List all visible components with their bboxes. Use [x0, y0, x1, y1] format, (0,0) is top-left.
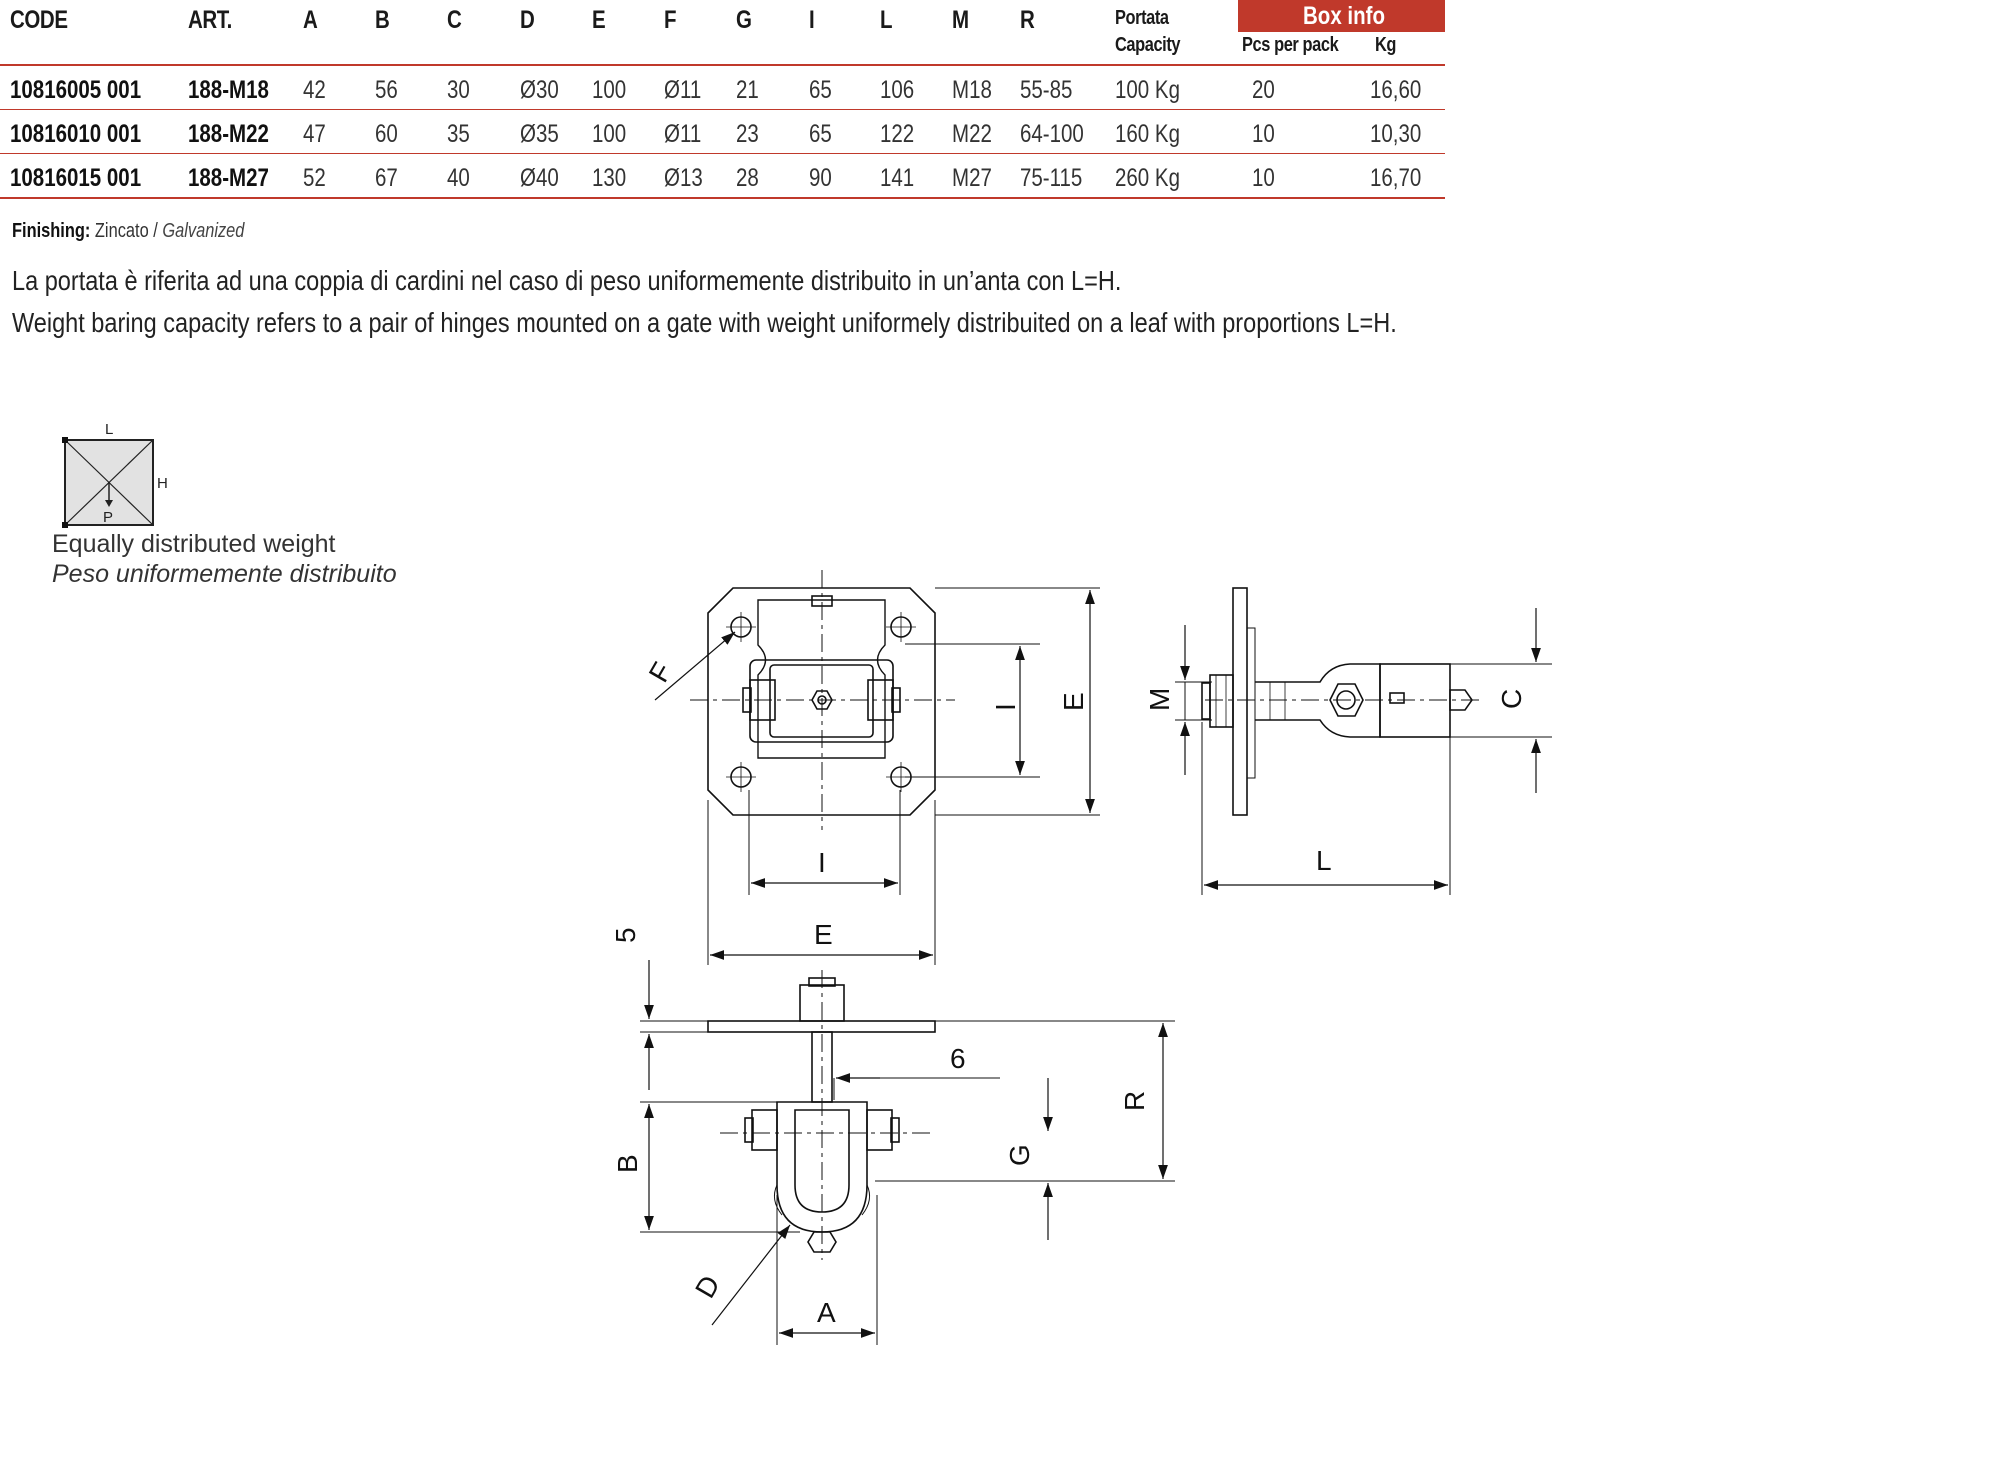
- cell-i: 90: [809, 164, 832, 192]
- dim-d-label: D: [689, 1270, 727, 1304]
- cell-g: 23: [736, 120, 759, 148]
- plate-boss: [1247, 628, 1255, 778]
- header-portata: Portata: [1115, 7, 1169, 29]
- cell-art: 188-M18: [188, 76, 269, 104]
- cell-capacity: 100 Kg: [1115, 76, 1180, 104]
- dim-c-label: C: [1496, 688, 1527, 709]
- cell-f: Ø13: [664, 164, 703, 192]
- cell-i: 65: [809, 76, 832, 104]
- header-i: I: [809, 6, 815, 34]
- header-art: ART.: [188, 6, 232, 34]
- cell-d: Ø40: [520, 164, 559, 192]
- dim-e-vertical-label: E: [1058, 692, 1089, 711]
- cell-kg: 16,70: [1370, 164, 1422, 192]
- dim-5-label: 5: [610, 927, 641, 943]
- side-plate: [1233, 588, 1247, 815]
- cell-r: 75-115: [1020, 164, 1083, 192]
- dim-e-horizontal-label: E: [814, 919, 833, 950]
- cell-f: Ø11: [664, 76, 702, 104]
- capacity-note-en: Weight baring capacity refers to a pair of hinges mounted on a gate with weight uniformely distribuited on a leaf with proportions L=H.: [12, 307, 1397, 338]
- side-nut: [867, 1110, 892, 1150]
- cell-f: Ø11: [664, 120, 702, 148]
- side-nut: [1210, 675, 1233, 727]
- header-r: R: [1020, 6, 1035, 34]
- header-kg: Kg: [1375, 34, 1397, 56]
- cell-m: M27: [952, 164, 992, 192]
- cell-art: 188-M27: [188, 164, 269, 192]
- cell-c: 30: [447, 76, 470, 104]
- header-l: L: [880, 6, 893, 34]
- dim-i-horizontal-label: I: [818, 847, 826, 878]
- finishing-label: Finishing:: [12, 220, 91, 242]
- cell-l: 106: [880, 76, 915, 104]
- knuckle-marker: [1390, 693, 1404, 703]
- dim-i-vertical-label: I: [990, 703, 1021, 711]
- cell-b: 67: [375, 164, 398, 192]
- cell-i: 65: [809, 120, 832, 148]
- dim-6-label: 6: [950, 1043, 966, 1074]
- cell-a: 47: [303, 120, 326, 148]
- cell-a: 42: [303, 76, 326, 104]
- cell-kg: 16,60: [1370, 76, 1422, 104]
- side-nut: [752, 1110, 777, 1150]
- cell-m: M18: [952, 76, 992, 104]
- cell-kg: 10,30: [1370, 120, 1422, 148]
- front-view: [655, 570, 1100, 965]
- dim-f-leader: [655, 632, 735, 700]
- cell-m: M22: [952, 120, 992, 148]
- cell-g: 21: [736, 76, 759, 104]
- cell-r: 55-85: [1020, 76, 1073, 104]
- dim-d-leader: [712, 1225, 790, 1325]
- dim-r-label: R: [1119, 1090, 1150, 1111]
- cell-capacity: 260 Kg: [1115, 164, 1180, 192]
- bolt-end: [1202, 683, 1210, 719]
- header-m: M: [952, 6, 969, 34]
- cell-pcs: 20: [1252, 76, 1275, 104]
- header-e: E: [592, 6, 606, 34]
- cell-b: 56: [375, 76, 398, 104]
- legend-p-label: P: [103, 509, 114, 526]
- cell-code: 10816015 001: [10, 164, 142, 192]
- cell-g: 28: [736, 164, 759, 192]
- dim-b-label: B: [612, 1154, 643, 1173]
- dim-m-label: M: [1144, 687, 1175, 711]
- cell-c: 40: [447, 164, 470, 192]
- cell-e: 100: [592, 120, 627, 148]
- cell-pcs: 10: [1252, 164, 1275, 192]
- finishing-it: Zincato /: [94, 220, 158, 242]
- cell-e: 100: [592, 76, 627, 104]
- dim-l-label: L: [1316, 845, 1332, 876]
- header-pcs-per-pack: Pcs per pack: [1242, 34, 1339, 56]
- cell-b: 60: [375, 120, 398, 148]
- dim-f-label: F: [642, 657, 679, 688]
- finishing-en: Galvanized: [162, 220, 245, 242]
- header-c: C: [447, 6, 462, 34]
- cell-capacity: 160 Kg: [1115, 120, 1180, 148]
- header-a: A: [303, 6, 318, 34]
- cell-art: 188-M22: [188, 120, 269, 148]
- cell-d: Ø30: [520, 76, 559, 104]
- header-capacity: Capacity: [1115, 34, 1181, 56]
- cell-r: 64-100: [1020, 120, 1084, 148]
- side-view: [1175, 588, 1552, 895]
- cell-l: 141: [880, 164, 915, 192]
- box-info-label: Box info: [1303, 2, 1385, 30]
- cell-code: 10816010 001: [10, 120, 142, 148]
- legend-h-label: H: [157, 475, 168, 492]
- dim-g-label: G: [1004, 1144, 1035, 1166]
- cell-pcs: 10: [1252, 120, 1275, 148]
- header-b: B: [375, 6, 390, 34]
- legend-text-en: Equally distributed weight: [52, 530, 336, 558]
- header-d: D: [520, 6, 535, 34]
- legend-l-label: L: [105, 421, 114, 438]
- legend-text-it: Peso uniformemente distribuito: [52, 560, 397, 588]
- cell-l: 122: [880, 120, 915, 148]
- header-code: CODE: [10, 6, 68, 34]
- header-g: G: [736, 6, 752, 34]
- cell-e: 130: [592, 164, 627, 192]
- capacity-note-it: La portata è riferita ad una coppia di cardini nel caso di peso uniformemente distribuito in un’anta con L=H.: [12, 265, 1122, 296]
- cell-d: Ø35: [520, 120, 559, 148]
- cell-code: 10816005 001: [10, 76, 142, 104]
- header-f: F: [664, 6, 677, 34]
- dim-a-label: A: [817, 1297, 836, 1328]
- cell-c: 35: [447, 120, 470, 148]
- cell-a: 52: [303, 164, 326, 192]
